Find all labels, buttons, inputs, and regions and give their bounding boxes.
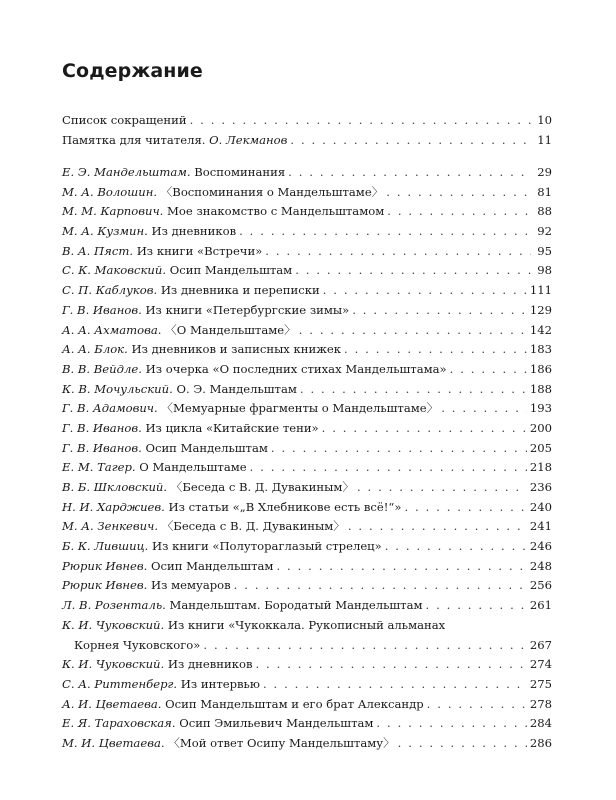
toc-entry-title-text: Из дневника и переписки: [157, 283, 320, 298]
toc-entry-title: [62, 557, 273, 577]
toc-entry-page: 236: [529, 480, 552, 494]
toc-entry[interactable]: [62, 419, 552, 439]
toc-entry-page: 10: [537, 113, 552, 127]
toc-entry-title: [62, 478, 354, 498]
toc-entry-title: [62, 458, 247, 478]
toc-entry-title-text: 〈Мой ответ Осипу Мандельштаму〉: [164, 735, 395, 750]
toc-entry-page: 200: [529, 420, 552, 435]
toc-entry-author: А. А. Ахматова.: [62, 322, 162, 337]
toc-entry[interactable]: [62, 399, 552, 419]
toc-entry[interactable]: [62, 340, 552, 360]
toc-entry-author: К. И. Чуковский.: [62, 617, 165, 632]
page-title: Содержание: [62, 60, 203, 82]
toc-list: [62, 163, 552, 754]
toc-entry[interactable]: [62, 261, 552, 281]
dot-leader: [426, 596, 527, 616]
toc-entry[interactable]: [62, 301, 552, 321]
toc-entry-author: В. Б. Шкловский.: [62, 480, 168, 494]
toc-entry-title: [62, 655, 252, 675]
toc-entry-author: М. А. Зенкевич.: [62, 519, 159, 534]
dot-leader: [398, 734, 527, 754]
toc-entry[interactable]: [62, 714, 552, 734]
toc-entry-page: 186: [529, 361, 552, 376]
toc-entry-page: 129: [529, 302, 552, 317]
dot-leader: [290, 131, 531, 151]
toc-entry[interactable]: [62, 576, 552, 596]
toc-entry-title-text: Мое знакомство с Мандельштамом: [163, 204, 385, 219]
toc-entry-title: [62, 675, 260, 695]
toc-entry-title: [62, 163, 285, 183]
toc-entry-title: [62, 714, 373, 734]
toc-entry-title-text: Из мемуаров: [147, 578, 231, 593]
toc-entry-title-text: О. Э. Мандельштам: [172, 381, 297, 396]
toc-entry[interactable]: [62, 498, 552, 518]
dot-leader: [322, 419, 527, 439]
toc-entry[interactable]: [62, 439, 552, 459]
toc-entry-title-text: Из очерка «О последних стихах Мандельштама»: [141, 361, 447, 376]
dot-leader: [376, 714, 526, 734]
toc-entry-title-text: Из книги «Полутораглазый стрелец»: [148, 539, 382, 554]
dot-leader: [323, 281, 527, 301]
toc-entry-title-text: О Мандельштаме: [135, 460, 247, 475]
toc-entry-page: 218: [529, 460, 552, 475]
toc-entry-title-text: Из книги «Встречи»: [133, 243, 263, 258]
toc-entry-title: [62, 380, 297, 400]
toc-entry-title-text: 〈Мемуарные фрагменты о Мандельштаме〉: [157, 401, 439, 416]
dot-leader: [250, 458, 527, 478]
toc-entry-author: К. В. Мочульский.: [62, 381, 173, 396]
toc-entry-page: 261: [529, 598, 552, 613]
toc-entry-author: М. А. Волошин.: [62, 184, 158, 199]
dot-leader: [427, 695, 527, 715]
toc-entry-reader-memo[interactable]: [62, 131, 552, 151]
toc-entry-author: В. В. Вейдле.: [62, 361, 142, 376]
toc-entry-page: 193: [529, 401, 552, 416]
toc-entry[interactable]: [62, 242, 552, 262]
toc-entry-author: С. П. Каблуков.: [62, 283, 158, 298]
toc-entry-title-text: 〈О Мандельштаме〉: [161, 322, 296, 337]
toc-entry[interactable]: [62, 517, 552, 537]
toc-entry-title: [62, 360, 447, 380]
toc-entry[interactable]: [62, 478, 552, 498]
toc-entry-page: 205: [529, 440, 552, 455]
toc-entry[interactable]: [62, 596, 552, 616]
toc-entry[interactable]: [62, 655, 552, 675]
toc-entry[interactable]: [62, 458, 552, 478]
toc-entry-page: 274: [529, 657, 552, 672]
toc-entry[interactable]: [62, 616, 552, 655]
dot-leader: [255, 655, 526, 675]
toc-entry-abbreviations[interactable]: [62, 111, 552, 131]
toc-entry-author: Г. В. Иванов.: [62, 440, 142, 455]
toc-entry[interactable]: [62, 183, 552, 203]
toc-entry-page: 286: [529, 735, 552, 750]
dot-leader: [450, 360, 527, 380]
toc-entry-page: 275: [529, 676, 552, 691]
toc-entry-page: 278: [529, 696, 552, 711]
toc-entry-page: 241: [529, 519, 552, 534]
toc-entry-title: [62, 321, 296, 341]
toc-entry-page: 98: [537, 263, 552, 278]
toc-entry-author: С. К. Маковский.: [62, 263, 167, 278]
toc-entry-title-text: 〈Воспоминания о Мандельштаме〉: [157, 184, 384, 199]
toc-entry-title: [62, 222, 236, 242]
toc-entry[interactable]: [62, 163, 552, 183]
toc-entry-author: А. И. Цветаева.: [62, 696, 162, 711]
toc-entry-page: 111: [529, 283, 552, 298]
toc-entry-title: Памятка для читателя. О. Лекманов: [62, 132, 288, 147]
toc-entry[interactable]: [62, 695, 552, 715]
toc-entry-title: [62, 517, 345, 537]
dot-leader: [344, 340, 527, 360]
front-matter-list: [62, 111, 552, 150]
toc-entry[interactable]: [62, 380, 552, 400]
toc-entry-author: Рюрик Ивнев.: [62, 558, 148, 573]
toc-entry-title: Список сокращений: [62, 113, 187, 127]
toc-entry-title-text: Осип Эмильевич Мандельштам: [175, 716, 374, 731]
toc-entry-title: [62, 340, 341, 360]
toc-entry-title: [62, 301, 349, 321]
dot-leader: [203, 636, 526, 656]
toc-entry-title-text: Осип Мандельштам: [147, 558, 274, 573]
toc-entry-author: К. И. Чуковский.: [62, 657, 165, 672]
toc-entry-author: Л. В. Розенталь.: [62, 598, 166, 613]
dot-leader: [386, 183, 531, 203]
dot-leader: [441, 399, 527, 419]
toc-entry-page: 11: [537, 132, 552, 147]
toc-entry-author: О. Лекманов: [209, 132, 288, 147]
toc-entry-page: 246: [529, 539, 552, 554]
toc-entry-page: 256: [529, 578, 552, 593]
dot-leader: [295, 261, 531, 281]
toc-entry-title-text: 〈Беседа с В. Д. Дувакиным〉: [158, 519, 345, 534]
toc-entry-author: Б. К. Лившиц.: [62, 539, 149, 554]
toc-entry-author: М. А. Кузмин.: [62, 224, 148, 239]
dot-leader: [265, 242, 531, 262]
toc-entry[interactable]: [62, 222, 552, 242]
toc-entry-author: Г. В. Иванов.: [62, 302, 142, 317]
toc-entry-title: Из книги «Чукоккала. Рукописный альманах: [164, 617, 446, 632]
toc-entry-author: А. А. Блок.: [62, 342, 128, 357]
toc-entry-title-text: Из дневников: [164, 657, 253, 672]
toc-entry-page: 183: [529, 342, 552, 357]
toc-entry[interactable]: [62, 734, 552, 754]
toc-entry-title: [62, 202, 384, 222]
toc-entry-page: 248: [529, 558, 552, 573]
toc-entry-author: Е. Я. Тараховская.: [62, 716, 176, 731]
toc-entry-author: Г. В. Адамович.: [62, 401, 158, 416]
toc-entry-title: [62, 281, 320, 301]
dot-leader: [276, 557, 526, 577]
toc-entry-author: Н. И. Харджиев.: [62, 499, 165, 514]
toc-entry-title: [62, 261, 292, 281]
dot-leader: [299, 321, 527, 341]
dot-leader: [234, 576, 527, 596]
dot-leader: [271, 439, 527, 459]
toc-entry-author: Е. М. Тагер.: [62, 460, 136, 475]
toc-entry-title-text: Мандельштам. Бородатый Мандельштам: [165, 598, 423, 613]
toc-entry-page: 29: [537, 165, 552, 179]
toc-entry-title: [62, 439, 268, 459]
dot-leader: [239, 222, 531, 242]
toc-entry-author: М. М. Карпович.: [62, 204, 164, 219]
toc-entry-title-text: Осип Мандельштам: [141, 440, 268, 455]
dot-leader: [404, 498, 526, 518]
toc-entry-author: Рюрик Ивнев.: [62, 578, 148, 593]
toc-entry-page: 240: [529, 499, 552, 514]
toc-entry[interactable]: [62, 202, 552, 222]
toc-entry-page: 267: [529, 637, 552, 652]
toc-entry-title-text: Из дневников и записных книжек: [127, 342, 341, 357]
dot-leader: [385, 537, 527, 557]
dot-leader: [300, 380, 527, 400]
toc-entry[interactable]: [62, 281, 552, 301]
toc-entry[interactable]: [62, 537, 552, 557]
toc-entry-author: В. А. Пяст.: [62, 243, 134, 258]
toc-entry-page: 284: [529, 716, 552, 731]
toc-entry-author: С. А. Риттенберг.: [62, 676, 178, 691]
toc-entry-title-text: Из цикла «Китайские тени»: [141, 420, 319, 435]
toc-entry-title: [62, 537, 382, 557]
toc-entry-title-text: Из статьи «„В Хлебникове есть всё!“»: [164, 499, 402, 514]
toc-entry-title: [62, 242, 262, 262]
toc-entry-title: [62, 576, 231, 596]
toc-entry-title: [62, 734, 395, 754]
toc-entry[interactable]: [62, 321, 552, 341]
toc-entry-title-continued: Корнея Чуковского»: [74, 637, 201, 652]
toc-entry-title-text: Из интервью: [177, 676, 260, 691]
dot-leader: [263, 675, 527, 695]
toc-entry-author: М. И. Цветаева.: [62, 735, 165, 750]
toc-entry-title-text: Воспоминания: [190, 165, 286, 179]
toc-entry-title-text: Осип Мандельштам и его брат Александр: [161, 696, 424, 711]
toc-entry-author: Е. Э. Мандельштам.: [62, 165, 191, 179]
toc-entry-title-text: 〈Беседа с В. Д. Дувакиным〉: [167, 480, 354, 494]
dot-leader: [387, 202, 531, 222]
toc-entry-title-text: Осип Мандельштам: [166, 263, 293, 278]
toc-entry-title-text: Из дневников: [147, 224, 237, 239]
toc-entry-title: [62, 498, 401, 518]
toc-entry-page: 88: [537, 204, 552, 219]
toc-entry[interactable]: [62, 557, 552, 577]
dot-leader: [190, 111, 531, 131]
toc-entry-title: [62, 183, 383, 203]
toc-entry-title: [62, 695, 424, 715]
toc-entry-title: [62, 596, 423, 616]
toc-entry[interactable]: [62, 360, 552, 380]
toc-entry-title-text: Из книги «Петербургские зимы»: [141, 302, 350, 317]
toc-entry[interactable]: [62, 675, 552, 695]
dot-leader: [288, 163, 531, 183]
toc-entry-title: [62, 399, 438, 419]
toc-entry-author: Г. В. Иванов.: [62, 420, 142, 435]
toc-entry-page: 188: [529, 381, 552, 396]
toc-entry-page: 81: [537, 184, 552, 199]
dot-leader: [357, 478, 527, 498]
toc-entry-page: 95: [537, 243, 552, 258]
toc-entry-page: 142: [529, 322, 552, 337]
toc-entry-title: [62, 419, 319, 439]
toc-entry-page: 92: [537, 224, 552, 239]
dot-leader: [352, 301, 527, 321]
dot-leader: [348, 517, 527, 537]
